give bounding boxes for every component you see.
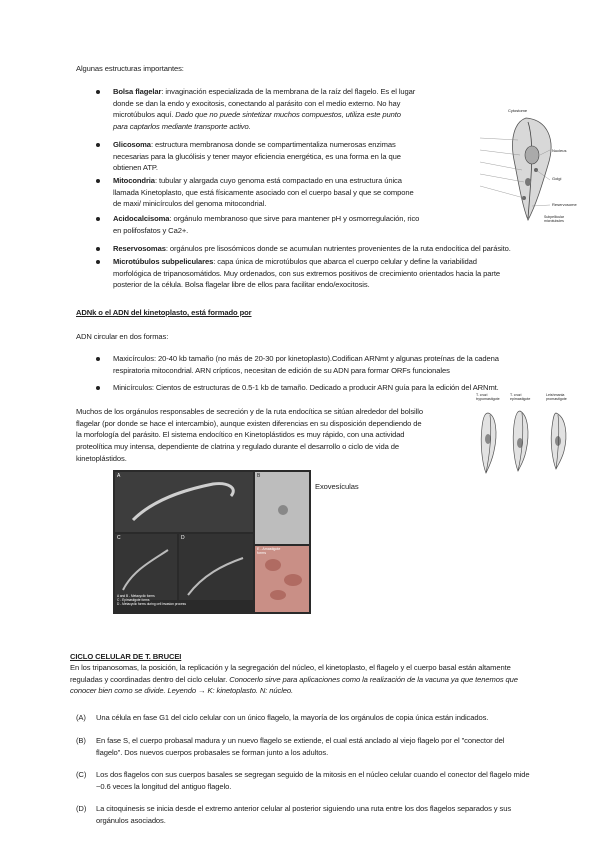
micrograph-label: B [257, 473, 261, 479]
structure-item: Glicosoma: estructura membranosa donde se compartimentaliza numerosas enzimas necesarias para la glucólisis y tener mayor eficiencia energética, es una forma en la que obtienen ATP. [113, 140, 401, 173]
bullet [96, 90, 100, 94]
parasite-forms-figure [474, 393, 584, 479]
figure-label: Leishmania promastigote [546, 393, 567, 401]
bullet [96, 260, 100, 264]
figure-label: Nucleus [552, 148, 567, 153]
micrograph-label: E - Amastigote forms [257, 547, 281, 555]
trypanosome-structure-figure [448, 110, 578, 225]
adn-form-item: Maxicírculos: 20-40 kb tamaño (no más de 20-30 por kinetoplasto).Codifican ARNmt y algunas proteínas de la cadena respiratoria mitocondrial. ARN crípticos, necesitan de edición de su ADN para formar ORFs funcionales [113, 354, 499, 375]
structure-item: Mitocondria: tubular y alargada cuyo genoma está compactado en una estructura única llamada Kinetoplasto, que está físicamente asociado con el cuerpo basal y que se compone de maxi/ minicírculos del genoma mitocondrial. [113, 176, 414, 209]
step-label: (A) [76, 713, 86, 722]
figure-label: Subpellicular microtubules [544, 215, 565, 223]
exovesicle-label: Exovesículas [315, 482, 359, 491]
structure-item: Microtúbulos subpeliculares: capa única de microtúbulos que abarca el cuerpo celular y define la variabilidad morfológica de tripanosomátidos. Muy ordenados, con sus extremos positivos de crecimiento orientados hacia la parte posterior de la célula. Bolsa flagelar libre de ellos para facilitar endo/exocitosis. [113, 257, 500, 290]
micrograph-label: C [117, 535, 121, 541]
intro-text: Algunas estructuras importantes: [76, 64, 184, 73]
adn-form-item: Minicírculos: Cientos de estructuras de 0.5-1 kb de tamaño. Dedicado a producir ARN guía para la edición del ARNmt. [113, 383, 499, 392]
micrograph-label: D [181, 535, 185, 541]
endocytic-paragraph: Muchos de los orgánulos responsables de secreción y de la ruta endocítica se sitúan alrededor del bolsillo flagelar (por donde se hace el intercambio), aunque existen diferencias en su disposición dependiendo de la morfología del parásito. El sistema endocítico en Kinetoplástidos es muy rápido, con una actividad proteolítica muy intensa, dependiente de clatrina y regulado durante el desarrollo o ciclo de vida de kinetoplástidos. [76, 407, 423, 463]
micrograph-label: A [117, 473, 121, 479]
figure-label: Reservosome [552, 202, 577, 207]
cycle-heading: CICLO CELULAR DE T. BRUCEI [70, 652, 182, 661]
step-label: (D) [76, 804, 87, 813]
structure-item: Reservosomas: orgánulos pre lisosómicos donde se acumulan nutrientes provenientes de la ruta endocítica del parásito. [113, 244, 511, 253]
step-text: Una célula en fase G1 del ciclo celular con un único flagelo, la mayoría de los orgánulos de copia única están indicados. [96, 713, 489, 722]
structure-item: Acidocalcisoma: orgánulo membranoso que sirve para mantener pH y osmorregulación, rico en polifosfatos y Ca2+. [113, 214, 420, 235]
step-label: (B) [76, 736, 86, 745]
trypanosome-drawing [448, 110, 578, 225]
bullet [96, 357, 100, 361]
bullet [96, 179, 100, 183]
bullet [96, 143, 100, 147]
step-label: (C) [76, 770, 87, 779]
micrograph-panel [113, 470, 311, 614]
figure-label: Cytostome [508, 108, 528, 113]
bullet [96, 247, 100, 251]
adn-heading: ADNk o el ADN del kinetoplasto, está formado por [76, 308, 252, 317]
adn-intro: ADN circular en dos formas: [76, 332, 169, 341]
parasite-forms-drawing [474, 393, 584, 479]
cycle-paragraph: En los tripanosomas, la posición, la replicación y la segregación del núcleo, el kinetoplasto, el flagelo y el cuerpo basal están altamente reguladas y coordinadas dentro del ciclo celular. Conocerlo sirve para aplicaciones como la realización de la vacuna ya que tenemos que conocer bien como se divide. Leyendo → K: kinetoplasto. N: núcleo. [70, 663, 518, 696]
step-text: La citoquinesis se inicia desde el extremo anterior celular al posterior siguiendo una ruta entre los dos flagelos separados y sus orgánulos asociados. [96, 804, 512, 825]
figure-label: T. cruzi trypomastigote [476, 393, 500, 401]
step-text: Los dos flagelos con sus cuerpos basales se segregan seguido de la mitosis en el núcleo celular cuando el conector del flagelo mide ~0.6 veces la longitud del antiguo flagelo. [96, 770, 530, 791]
step-text: En fase S, el cuerpo probasal madura y un nuevo flagelo se extiende, el cual está anclado al viejo flagelo por el "conector del flagelo". Dos nuevos cuerpos probasales se forman junto a los adultos. [96, 736, 505, 757]
structure-item: Bolsa flagelar: invaginación especializada de la membrana de la raíz del flagelo. Es el lugar donde se dan la endo y exocitosis, conectando al parásito con el medio externo. No hay microtúbulos aquí. Dado que no puede sintetizar muchos compuestos, utiliza este punto para captarlos mediante transporte activo. [113, 87, 416, 132]
figure-label: T. cruzi epimastigote [510, 393, 531, 401]
bullet [96, 217, 100, 221]
micrograph-label: A and B - Metacyclic forms C - Epimastigote forms D - Metacyclic forms during cell invasion process [117, 594, 186, 606]
micrograph-drawing [113, 470, 311, 614]
bullet [96, 386, 100, 390]
figure-label: Golgi [552, 176, 562, 181]
